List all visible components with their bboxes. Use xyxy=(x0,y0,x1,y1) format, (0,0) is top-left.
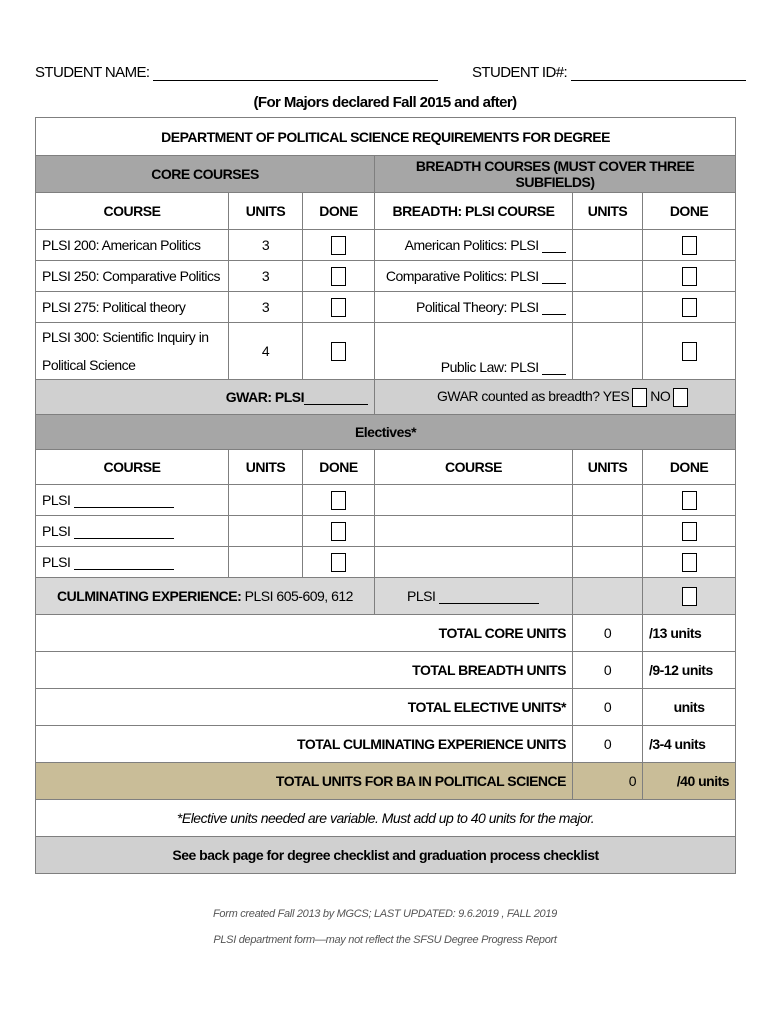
elective-done-checkbox-3[interactable] xyxy=(331,553,346,572)
elective-units-right-2[interactable] xyxy=(573,516,643,547)
elective-course-right-3[interactable] xyxy=(375,547,573,578)
elective-blank-2[interactable] xyxy=(74,526,174,539)
total-breadth-of: /9-12 units xyxy=(643,652,736,689)
core-col-done: DONE xyxy=(303,193,375,230)
elective-col-done-left: DONE xyxy=(303,450,375,485)
core-done-checkbox-3[interactable] xyxy=(331,298,346,317)
total-culminating-value: 0 xyxy=(573,726,643,763)
footer-updated: Form created Fall 2013 by MGCS; LAST UPDATED: 9.6.2019 , FALL 2019 xyxy=(213,908,557,920)
student-name-field[interactable] xyxy=(153,66,438,81)
elective-blank-3[interactable] xyxy=(74,557,174,570)
breadth-heading: BREADTH COURSES (MUST COVER THREE SUBFIELDS) xyxy=(375,156,736,193)
elective-course-right-1[interactable] xyxy=(375,485,573,516)
core-units-2: 3 xyxy=(229,261,303,292)
student-id-label: STUDENT ID#: xyxy=(472,64,568,81)
breadth-done-checkbox-1[interactable] xyxy=(682,236,697,255)
total-culminating-label: TOTAL CULMINATING EXPERIENCE UNITS xyxy=(36,726,573,763)
elective-done-right-checkbox-3[interactable] xyxy=(682,553,697,572)
elective-col-course-right: COURSE xyxy=(375,450,573,485)
core-course-2: PLSI 250: Comparative Politics xyxy=(36,261,229,292)
breadth-units-4[interactable] xyxy=(573,323,643,380)
elective-units-2[interactable] xyxy=(229,516,303,547)
breadth-blank-4[interactable] xyxy=(542,362,566,375)
grand-total-label: TOTAL UNITS FOR BA IN POLITICAL SCIENCE xyxy=(36,763,573,800)
elective-units-3[interactable] xyxy=(229,547,303,578)
breadth-course-2: Comparative Politics: PLSI xyxy=(385,268,539,284)
grand-total-value: 0 xyxy=(573,763,643,800)
elective-prefix-3: PLSI xyxy=(42,554,71,570)
total-core-of: /13 units xyxy=(643,615,736,652)
culminating-prefix: PLSI xyxy=(407,588,436,604)
breadth-blank-2[interactable] xyxy=(542,271,566,284)
elective-course-right-2[interactable] xyxy=(375,516,573,547)
breadth-blank-1[interactable] xyxy=(542,240,566,253)
breadth-col-course: BREADTH: PLSI COURSE xyxy=(375,193,573,230)
elective-done-right-checkbox-2[interactable] xyxy=(682,522,697,541)
core-col-units: UNITS xyxy=(229,193,303,230)
total-elective-value: 0 xyxy=(573,689,643,726)
electives-heading: Electives* xyxy=(36,415,736,450)
breadth-done-checkbox-3[interactable] xyxy=(682,298,697,317)
breadth-col-units: UNITS xyxy=(573,193,643,230)
culminating-label: CULMINATING EXPERIENCE: xyxy=(57,588,242,604)
total-elective-label: TOTAL ELECTIVE UNITS* xyxy=(36,689,573,726)
elective-done-checkbox-2[interactable] xyxy=(331,522,346,541)
footer-disclaimer: PLSI department form—may not reflect the SFSU Degree Progress Report xyxy=(213,934,557,946)
gwar-yes-checkbox[interactable] xyxy=(632,388,647,407)
elective-note: *Elective units needed are variable. Must add up to 40 units for the major. xyxy=(36,800,736,837)
breadth-blank-3[interactable] xyxy=(542,302,566,315)
total-elective-of: units xyxy=(643,689,736,726)
breadth-done-checkbox-4[interactable] xyxy=(682,342,697,361)
core-course-4: PLSI 300: Scientific Inquiry in Political Science xyxy=(36,323,229,380)
grand-total-of: /40 units xyxy=(643,763,736,800)
elective-prefix-1: PLSI xyxy=(42,492,71,508)
core-units-1: 3 xyxy=(229,230,303,261)
core-units-4: 4 xyxy=(229,323,303,380)
core-done-checkbox-2[interactable] xyxy=(331,267,346,286)
see-back-note: See back page for degree checklist and graduation process checklist xyxy=(36,837,736,874)
requirements-table xyxy=(35,117,736,874)
breadth-units-1[interactable] xyxy=(573,230,643,261)
total-breadth-label: TOTAL BREADTH UNITS xyxy=(36,652,573,689)
subtitle: (For Majors declared Fall 2015 and after) xyxy=(253,94,517,111)
elective-units-1[interactable] xyxy=(229,485,303,516)
core-heading: CORE COURSES xyxy=(36,156,375,193)
elective-units-right-1[interactable] xyxy=(573,485,643,516)
core-col-course: COURSE xyxy=(36,193,229,230)
total-breadth-value: 0 xyxy=(573,652,643,689)
gwar-question: GWAR counted as breadth? YES xyxy=(437,387,630,404)
gwar-blank[interactable] xyxy=(304,392,368,405)
total-core-value: 0 xyxy=(573,615,643,652)
elective-prefix-2: PLSI xyxy=(42,523,71,539)
breadth-course-1: American Politics: PLSI xyxy=(404,237,539,253)
core-course-3: PLSI 275: Political theory xyxy=(36,292,229,323)
gwar-no: NO xyxy=(650,387,671,404)
breadth-done-checkbox-2[interactable] xyxy=(682,267,697,286)
elective-units-right-3[interactable] xyxy=(573,547,643,578)
student-name-label: STUDENT NAME: xyxy=(35,64,150,81)
core-done-checkbox-1[interactable] xyxy=(331,236,346,255)
elective-col-course-left: COURSE xyxy=(36,450,229,485)
student-name-row xyxy=(35,64,438,81)
breadth-col-done: DONE xyxy=(643,193,736,230)
student-id-row xyxy=(472,64,746,81)
elective-col-units-left: UNITS xyxy=(229,450,303,485)
culminating-units[interactable] xyxy=(573,578,643,615)
core-done-checkbox-4[interactable] xyxy=(331,342,346,361)
elective-blank-1[interactable] xyxy=(74,495,174,508)
elective-col-units-right: UNITS xyxy=(573,450,643,485)
elective-done-checkbox-1[interactable] xyxy=(331,491,346,510)
culminating-done-checkbox[interactable] xyxy=(682,587,697,606)
breadth-units-3[interactable] xyxy=(573,292,643,323)
gwar-no-checkbox[interactable] xyxy=(673,388,688,407)
student-id-field[interactable] xyxy=(571,66,746,81)
total-culminating-of: /3-4 units xyxy=(643,726,736,763)
form-title: DEPARTMENT OF POLITICAL SCIENCE REQUIREMENTS FOR DEGREE xyxy=(36,118,736,156)
elective-done-right-checkbox-1[interactable] xyxy=(682,491,697,510)
culminating-blank[interactable] xyxy=(439,591,539,604)
core-units-3: 3 xyxy=(229,292,303,323)
total-core-label: TOTAL CORE UNITS xyxy=(36,615,573,652)
breadth-units-2[interactable] xyxy=(573,261,643,292)
elective-col-done-right: DONE xyxy=(643,450,736,485)
culminating-range: PLSI 605-609, 612 xyxy=(241,588,353,604)
breadth-course-3: Political Theory: PLSI xyxy=(416,299,539,315)
breadth-course-4: Public Law: PLSI xyxy=(440,359,539,375)
gwar-label: GWAR: PLSI xyxy=(225,389,304,405)
core-course-1: PLSI 200: American Politics xyxy=(36,230,229,261)
